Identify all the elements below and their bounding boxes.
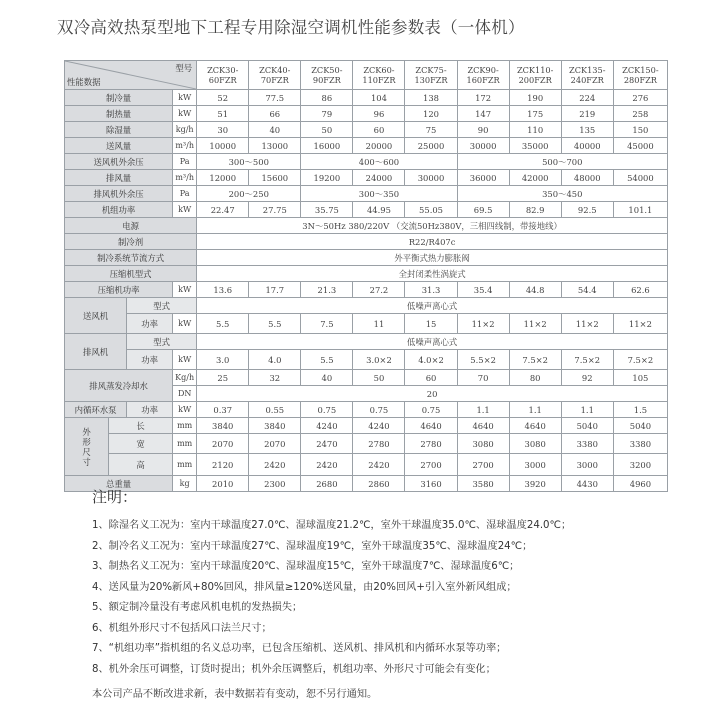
model-name-line2: 70FZR [260, 75, 289, 85]
spec-table [64, 60, 668, 492]
value-cell: 3380 [561, 434, 613, 454]
value-cell: 7.5×2 [509, 350, 561, 370]
value-cell: 3000 [509, 454, 561, 476]
value-cell: 3160 [405, 476, 457, 492]
model-name-line1: ZCK60- [363, 65, 395, 75]
model-header-cell [249, 61, 301, 90]
value-cell: 77.5 [249, 90, 301, 106]
value-cell: 2780 [353, 434, 405, 454]
page-title: 双冷高效热泵型地下工程专用除湿空调机性能参数表（一体机） [57, 18, 525, 37]
compressor_type-row [65, 266, 668, 282]
model-name-line2: 90FZR [312, 75, 341, 85]
value-cell: 300～500 [197, 154, 301, 170]
value-cell: 500～700 [457, 154, 667, 170]
value-cell: 0.37 [197, 402, 249, 418]
dim-height-row [65, 454, 668, 476]
dims-label-char: 形 [82, 436, 91, 447]
notes-footer: 本公司产品不断改进求新，表中数据若有变动，恕不另行通知。 [92, 689, 378, 700]
value-cell: 3.0 [197, 350, 249, 370]
value-cell: 70 [457, 370, 509, 386]
model-name-line1: ZCK75- [415, 65, 447, 75]
model-header-cell [509, 61, 561, 90]
compressor_power-row [65, 282, 668, 298]
model-name-line1: ZCK110- [516, 65, 554, 75]
dims-label [65, 418, 109, 476]
value-cell: 27.75 [249, 202, 301, 218]
value-cell: 42000 [509, 170, 561, 186]
exhaust_pressure-row [65, 186, 668, 202]
model-header-cell [457, 61, 509, 90]
dim-length-row [65, 418, 668, 434]
dehum-label: 除湿量 [65, 122, 173, 138]
unit-cell: mm [173, 418, 197, 434]
value-cell: 2860 [353, 476, 405, 492]
dehum-row [65, 122, 668, 138]
value-cell: 50 [353, 370, 405, 386]
value-cell: 外平衡式热力膨胀阀 [197, 250, 668, 266]
notes-heading: 注明： [92, 488, 138, 506]
value-cell: 5040 [561, 418, 613, 434]
note-item: 1、除湿名义工况为：室内干球温度27.0℃、湿球温度21.2℃，室外干球温度35.0℃、湿球温度24.0℃； [92, 520, 572, 531]
supply_pressure-label: 送风机外余压 [65, 154, 173, 170]
value-cell: 105 [613, 370, 667, 386]
header-corner-cell [65, 61, 197, 90]
model-name-line2: 160FZR [466, 75, 500, 85]
value-cell: 54000 [613, 170, 667, 186]
value-cell: 20000 [353, 138, 405, 154]
value-cell: 1.1 [561, 402, 613, 418]
note-item: 2、制冷名义工况为：室内干球温度27℃、湿球温度19℃，室外干球温度35℃、湿球温度24℃； [92, 540, 533, 552]
supply_fan-type-label: 型式 [127, 298, 197, 314]
evap-water-label: 排风蒸发冷却水 [65, 370, 173, 402]
value-cell: 0.75 [405, 402, 457, 418]
value-cell: 350～450 [457, 186, 667, 202]
value-cell: 11×2 [561, 314, 613, 334]
value-cell: 90 [457, 122, 509, 138]
value-cell: 25 [197, 370, 249, 386]
value-cell: 13.6 [197, 282, 249, 298]
value-cell: 400～600 [301, 154, 457, 170]
value-cell: 135 [561, 122, 613, 138]
value-cell: 2420 [353, 454, 405, 476]
value-cell: 48000 [561, 170, 613, 186]
model-header-cell [405, 61, 457, 90]
airflow-label: 送风量 [65, 138, 173, 154]
unit-cell: mm [173, 454, 197, 476]
dim-length-label: 长 [109, 418, 173, 434]
model-name-line2: 60FZR [208, 75, 237, 85]
dim-height-label: 高 [109, 454, 173, 476]
power-label: 机组功率 [65, 202, 173, 218]
note-item: 4、送风量为20%新风+80%回风，排风量≥120%送风量，由20%回风+引入室外新风组成； [92, 581, 517, 593]
value-cell: 2470 [301, 434, 353, 454]
unit-cell: Kg/h [173, 370, 197, 386]
value-cell: 86 [301, 90, 353, 106]
value-cell: 35.4 [457, 282, 509, 298]
value-cell: 17.7 [249, 282, 301, 298]
value-cell: 40 [249, 122, 301, 138]
value-cell: 4240 [353, 418, 405, 434]
compressor_power-label: 压缩机功率 [65, 282, 173, 298]
value-cell: 35000 [509, 138, 561, 154]
header-row [65, 61, 668, 90]
note-item: 6、机组外形尺寸不包括风口法兰尺寸； [92, 622, 272, 634]
exhaust_fan-type-label: 型式 [127, 334, 197, 350]
note-item: 5、额定制冷量没有考虑风机电机的发热损失； [92, 602, 303, 613]
unit-cell: m³/h [173, 170, 197, 186]
value-cell: 30000 [457, 138, 509, 154]
value-cell: 11×2 [457, 314, 509, 334]
value-cell: 60 [353, 122, 405, 138]
value-cell: 4960 [613, 476, 667, 492]
value-cell: 2700 [457, 454, 509, 476]
value-cell: 45000 [613, 138, 667, 154]
exhaust-label: 排风量 [65, 170, 173, 186]
value-cell: 3920 [509, 476, 561, 492]
dims-label-char: 尺 [82, 446, 91, 457]
model-header-cell [197, 61, 249, 90]
header-params-label: 性能数据 [67, 77, 101, 87]
unit-cell: kW [173, 350, 197, 370]
unit-cell: Pa [173, 154, 197, 170]
value-cell: 11×2 [613, 314, 667, 334]
value-cell: 11 [353, 314, 405, 334]
value-cell: 300～350 [301, 186, 457, 202]
model-header-cell [561, 61, 613, 90]
exhaust_fan-type-row [65, 334, 668, 350]
supply_fan-label: 送风机 [65, 298, 127, 334]
unit-cell: kW [173, 106, 197, 122]
value-cell: 12000 [197, 170, 249, 186]
value-cell: 147 [457, 106, 509, 122]
value-cell: 1.5 [613, 402, 667, 418]
value-cell: 低噪声离心式 [197, 298, 668, 314]
exhaust-row [65, 170, 668, 186]
value-cell: 13000 [249, 138, 301, 154]
value-cell: 36000 [457, 170, 509, 186]
value-cell: 55.05 [405, 202, 457, 218]
value-cell: 175 [509, 106, 561, 122]
value-cell: 11×2 [509, 314, 561, 334]
value-cell: 2420 [301, 454, 353, 476]
pump-sub-label: 功率 [127, 402, 173, 418]
value-cell: 2070 [249, 434, 301, 454]
value-cell: 5.5 [197, 314, 249, 334]
model-name-line1: ZCK30- [207, 65, 239, 75]
value-cell: 10000 [197, 138, 249, 154]
value-cell: 79 [301, 106, 353, 122]
note-item: 7、“机组功率”指机组的名义总功率，已包含压缩机、送风机、排风机和内循环水泵等功率； [92, 643, 507, 654]
model-name-line1: ZCK50- [311, 65, 343, 75]
value-cell: 3N～50Hz 380/220V （交流50Hz380V，三相四线制，带接地线） [197, 218, 668, 234]
value-cell: 92.5 [561, 202, 613, 218]
value-cell: 4640 [405, 418, 457, 434]
supply_fan-power-row [65, 314, 668, 334]
unit-cell: m³/h [173, 138, 197, 154]
notes-section [92, 486, 571, 706]
value-cell: 44.8 [509, 282, 561, 298]
value-cell: 92 [561, 370, 613, 386]
value-cell: 24000 [353, 170, 405, 186]
dims-label-char: 寸 [82, 456, 91, 467]
value-cell: 110 [509, 122, 561, 138]
model-header-cell [613, 61, 667, 90]
unit-cell: kW [173, 314, 197, 334]
value-cell: 258 [613, 106, 667, 122]
value-cell: 60 [405, 370, 457, 386]
pump-row [65, 402, 668, 418]
supply_power-row [65, 218, 668, 234]
value-cell: 82.9 [509, 202, 561, 218]
value-cell: 全封闭柔性涡旋式 [197, 266, 668, 282]
value-cell: 2420 [249, 454, 301, 476]
value-cell: 2120 [197, 454, 249, 476]
value-cell: 80 [509, 370, 561, 386]
value-cell: 27.2 [353, 282, 405, 298]
value-cell: 2700 [405, 454, 457, 476]
value-cell: 4640 [509, 418, 561, 434]
dim-width-label: 宽 [109, 434, 173, 454]
value-cell: 69.5 [457, 202, 509, 218]
value-cell: 224 [561, 90, 613, 106]
value-cell: 3200 [613, 454, 667, 476]
model-header-cell [301, 61, 353, 90]
unit-cell: kW [173, 282, 197, 298]
dims-label-char: 外 [82, 426, 91, 437]
value-cell: 120 [405, 106, 457, 122]
supply_fan-type-row [65, 298, 668, 314]
value-cell: 4430 [561, 476, 613, 492]
value-cell: 54.4 [561, 282, 613, 298]
airflow-row [65, 138, 668, 154]
value-cell: 1.1 [509, 402, 561, 418]
evap-water-row [65, 370, 668, 386]
compressor_type-label: 压缩机型式 [65, 266, 197, 282]
value-cell: 0.75 [353, 402, 405, 418]
value-cell: 5.5×2 [457, 350, 509, 370]
value-cell: 0.55 [249, 402, 301, 418]
throttle-row [65, 250, 668, 266]
value-cell: 31.3 [405, 282, 457, 298]
value-cell: 25000 [405, 138, 457, 154]
unit-cell: kW [173, 90, 197, 106]
value-cell: 15 [405, 314, 457, 334]
value-cell: 3840 [197, 418, 249, 434]
unit-cell: Pa [173, 186, 197, 202]
value-cell: 30 [197, 122, 249, 138]
refrigerant-label: 制冷剂 [65, 234, 197, 250]
model-name-line1: ZCK40- [259, 65, 291, 75]
exhaust_fan-power-label: 功率 [127, 350, 173, 370]
value-cell: 5.5 [249, 314, 301, 334]
value-cell: 138 [405, 90, 457, 106]
refrigerant-row [65, 234, 668, 250]
value-cell: 101.1 [613, 202, 667, 218]
unit-cell: kg/h [173, 122, 197, 138]
value-cell: 7.5 [301, 314, 353, 334]
model-name-line1: ZCK150- [622, 65, 659, 75]
unit-cell: kg [173, 476, 197, 492]
value-cell: 96 [353, 106, 405, 122]
model-name-line2: 110FZR [362, 75, 396, 85]
value-cell: 20 [197, 386, 668, 402]
unit-cell: mm [173, 434, 197, 454]
pump-label: 内循环水泵 [65, 402, 127, 418]
exhaust_fan-label: 排风机 [65, 334, 127, 370]
value-cell: 104 [353, 90, 405, 106]
supply_power-label: 电源 [65, 218, 197, 234]
value-cell: 4.0 [249, 350, 301, 370]
value-cell: 172 [457, 90, 509, 106]
model-name-line2: 280FZR [623, 75, 657, 85]
value-cell: 2680 [301, 476, 353, 492]
value-cell: 200～250 [197, 186, 301, 202]
value-cell: 4240 [301, 418, 353, 434]
value-cell: 2300 [249, 476, 301, 492]
value-cell: 40 [301, 370, 353, 386]
value-cell: 276 [613, 90, 667, 106]
model-name-line2: 130FZR [414, 75, 448, 85]
value-cell: 0.75 [301, 402, 353, 418]
value-cell: 66 [249, 106, 301, 122]
value-cell: R22/R407c [197, 234, 668, 250]
value-cell: 75 [405, 122, 457, 138]
heating-label: 制热量 [65, 106, 173, 122]
value-cell: 4640 [457, 418, 509, 434]
value-cell: 5.5 [301, 350, 353, 370]
value-cell: 7.5×2 [561, 350, 613, 370]
value-cell: 低噪声离心式 [197, 334, 668, 350]
throttle-label: 制冷系统节流方式 [65, 250, 197, 266]
value-cell: 3000 [561, 454, 613, 476]
exhaust_pressure-label: 排风机外余压 [65, 186, 173, 202]
value-cell: 16000 [301, 138, 353, 154]
value-cell: 50 [301, 122, 353, 138]
value-cell: 15600 [249, 170, 301, 186]
unit-cell: kW [173, 202, 197, 218]
value-cell: 19200 [301, 170, 353, 186]
value-cell: 51 [197, 106, 249, 122]
value-cell: 190 [509, 90, 561, 106]
weight-label: 总重量 [65, 476, 173, 492]
value-cell: 7.5×2 [613, 350, 667, 370]
value-cell: 30000 [405, 170, 457, 186]
heating-row [65, 106, 668, 122]
value-cell: 3580 [457, 476, 509, 492]
unit-cell: kW [173, 402, 197, 418]
dim-width-row [65, 434, 668, 454]
supply_fan-power-label: 功率 [127, 314, 173, 334]
unit-cell: DN [173, 386, 197, 402]
model-name-line1: ZCK135- [569, 65, 606, 75]
value-cell: 35.75 [301, 202, 353, 218]
header-model-label: 型号 [175, 63, 193, 73]
model-name-line2: 240FZR [570, 75, 604, 85]
value-cell: 62.6 [613, 282, 667, 298]
note-item: 3、制热名义工况为：室内干球温度20℃、湿球温度15℃，室外干球温度7℃、湿球温度6℃； [92, 561, 520, 572]
value-cell: 52 [197, 90, 249, 106]
value-cell: 21.3 [301, 282, 353, 298]
value-cell: 219 [561, 106, 613, 122]
value-cell: 40000 [561, 138, 613, 154]
value-cell: 3840 [249, 418, 301, 434]
value-cell: 3080 [457, 434, 509, 454]
value-cell: 32 [249, 370, 301, 386]
value-cell: 1.1 [457, 402, 509, 418]
cooling-row [65, 90, 668, 106]
value-cell: 3.0×2 [353, 350, 405, 370]
model-name-line1: ZCK90- [467, 65, 499, 75]
power-row [65, 202, 668, 218]
value-cell: 3080 [509, 434, 561, 454]
exhaust_fan-power-row [65, 350, 668, 370]
supply_pressure-row [65, 154, 668, 170]
value-cell: 5040 [613, 418, 667, 434]
value-cell: 2070 [197, 434, 249, 454]
value-cell: 3380 [613, 434, 667, 454]
value-cell: 2780 [405, 434, 457, 454]
model-header-cell [353, 61, 405, 90]
value-cell: 150 [613, 122, 667, 138]
cooling-label: 制冷量 [65, 90, 173, 106]
value-cell: 44.95 [353, 202, 405, 218]
value-cell: 22.47 [197, 202, 249, 218]
note-item: 8、机外余压可调整，订货时提出；机外余压调整后，机组功率、外形尺寸可能会有变化； [92, 663, 496, 675]
value-cell: 2010 [197, 476, 249, 492]
model-name-line2: 200FZR [518, 75, 552, 85]
value-cell: 4.0×2 [405, 350, 457, 370]
